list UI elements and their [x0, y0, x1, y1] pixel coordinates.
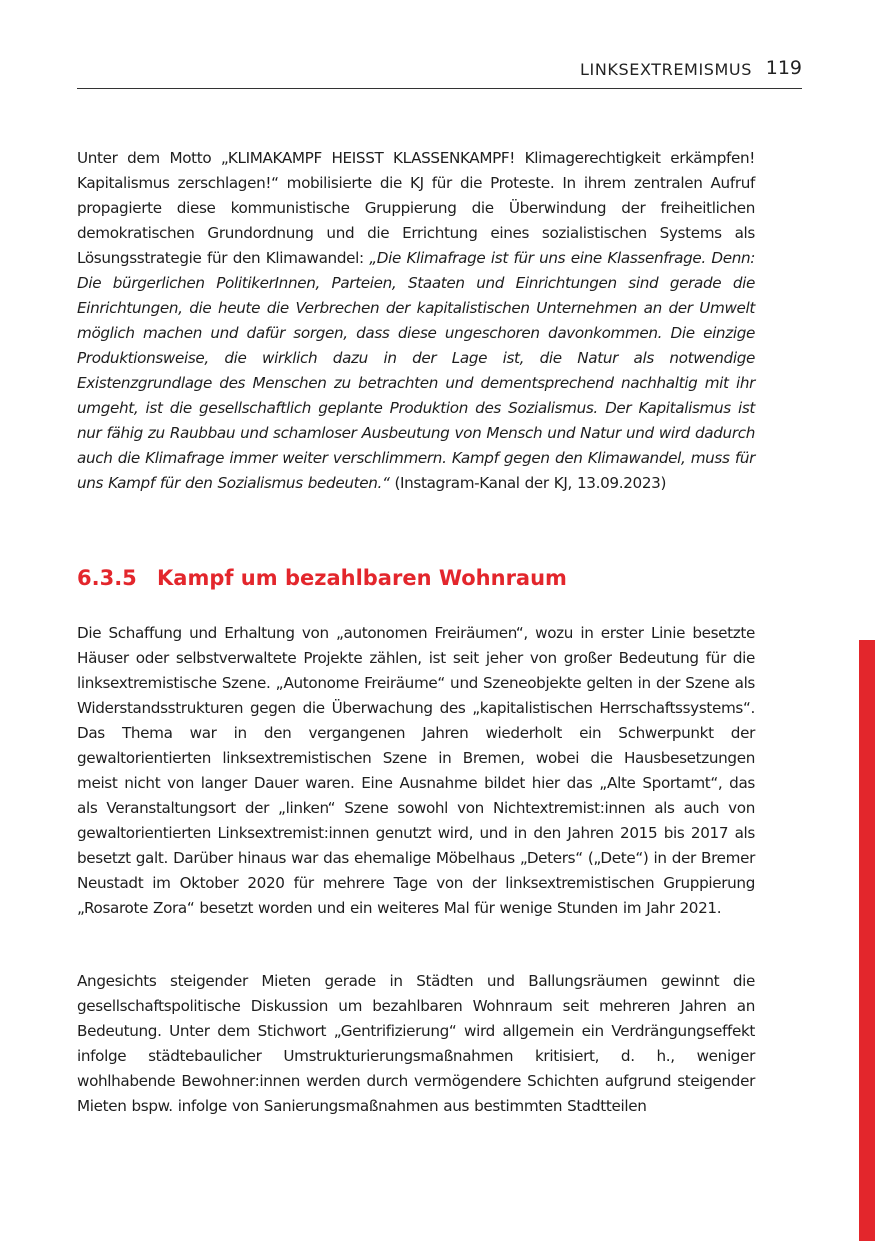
paragraph-freiraeume-text: Die Schaffung und Erhaltung von „autonomen Freiräumen“, wozu in erster Linie besetzte Häuser oder selbstverwaltete Projekte zählen, ist seit jeher von großer Bedeutung für die linksextremistische Szene. „Autonome Freiräume“ und Szeneobjekte gelten in der Szene als Widerstandsstrukturen gegen die Überwachung des „kapitalistischen Herrschaftssystems“. Das Thema war in den vergangenen Jahren wiederholt ein Schwerpunkt der gewaltorientierten linksextremistischen Szene in Bremen, wobei die Hausbesetzungen meist nicht von langer Dauer waren. Eine Ausnahme bildet hier das „Alte Sportamt“, das als Veranstaltungsort der „linken“ Szene sowohl von Nichtextremist:innen als auch von gewaltorientierten Linksextremist:innen genutzt wird, und in den Jahren 2015 bis 2017 als besetzt galt. Darüber hinaus war das ehemalige Möbelhaus „Deters“ („Dete“) in der Bremer Neustadt im Oktober 2020 für mehrere Tage von der linksextremistischen Gruppierung „Rosarote Zora“ besetzt worden und ein weiteres Mal für wenige Stunden im Jahr 2021.: [77, 624, 755, 917]
chapter-marker-bar: [859, 640, 875, 1241]
page-number: 119: [765, 57, 802, 79]
section-number: 6.3.5: [77, 566, 137, 590]
paragraph-freiraeume: [77, 621, 755, 921]
paragraph-intro-text: Unter dem Motto „KLIMAKAMPF HEISST KLASSENKAMPF! Klimagerechtigkeit erkämpfen! Kapitalismus zerschlagen!“ mobilisierte die KJ für die Proteste. In ihrem zentralen Aufruf propagierte diese kommunistische Gruppierung die Überwindung der freiheitlichen demokratischen Grundordnung und die Errichtung eines sozialistischen Systems als Lösungsstrategie für den Klimawandel:: [77, 149, 755, 267]
paragraph-gentrifizierung: [77, 969, 755, 1119]
kj-quote: „Die Klimafrage ist für uns eine Klassenfrage. Denn: Die bürgerlichen PolitikerInnen, Parteien, Staaten und Einrichtungen sind gerade die Einrichtungen, die heute die Verbrechen der kapitalistischen Unternehmen an der Umwelt möglich machen und dafür sorgen, dass diese ungeschoren davonkommen. Die einzige Produktionsweise, die wirklich dazu in der Lage ist, die Natur als notwendige Existenzgrundlage des Menschen zu betrachten und dementsprechend nachhaltig mit ihr umgeht, ist die gesellschaftlich geplante Produktion des Sozialismus. Der Kapitalismus ist nur fähig zu Raubbau und schamloser Ausbeutung von Mensch und Natur und wird dadurch auch die Klimafrage immer weiter verschlimmern. Kampf gegen den Klimawandel, muss für uns Kampf für den Sozialismus bedeuten.“: [77, 249, 756, 492]
quote-source: (Instagram-Kanal der KJ, 13.09.2023): [389, 474, 667, 492]
running-header: [77, 58, 802, 89]
running-header-title: LINKSEXTREMISMUS: [580, 60, 752, 79]
section-title: Kampf um bezahlbaren Wohnraum: [157, 566, 567, 590]
paragraph-klimakampf: [77, 146, 755, 496]
section-heading: [77, 566, 567, 590]
paragraph-gentrifizierung-text: Angesichts steigender Mieten gerade in Städten und Ballungsräumen gewinnt die gesellschaftspolitische Diskussion um bezahlbaren Wohnraum seit mehreren Jahren an Bedeutung. Unter dem Stichwort „Gentrifizierung“ wird allgemein ein Verdrängungseffekt infolge städtebaulicher Umstrukturierungsmaßnahmen kritisiert, d. h., weniger wohlhabende Bewohner:innen werden durch vermögendere Schichten aufgrund steigender Mieten bspw. infolge von Sanierungsmaßnahmen aus bestimmten Stadtteilen: [77, 972, 755, 1115]
